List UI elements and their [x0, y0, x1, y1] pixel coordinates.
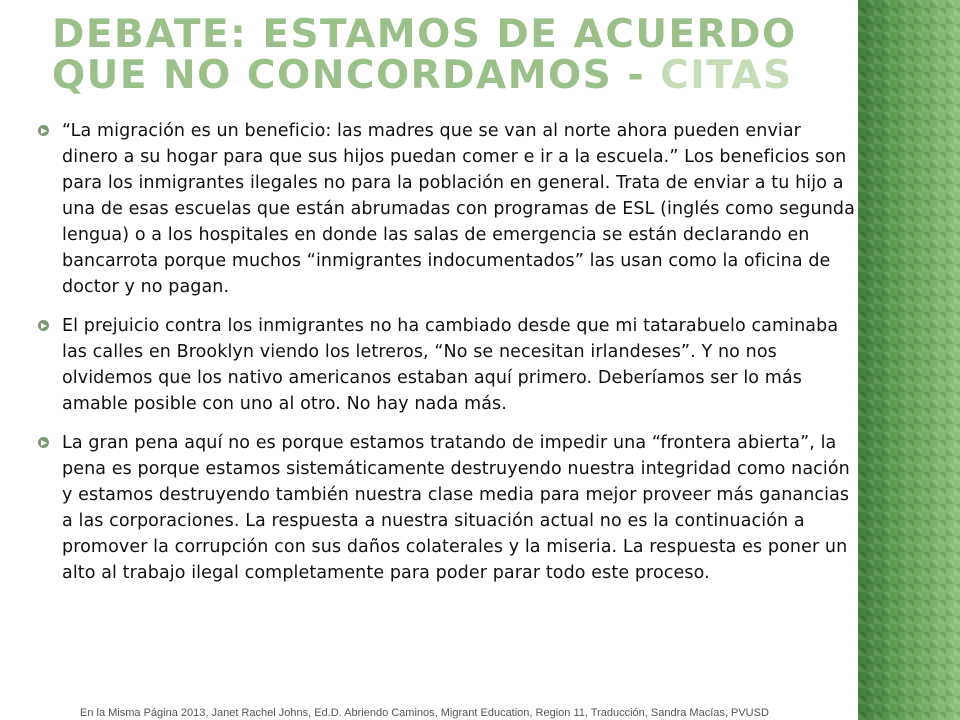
title-main: DEBATE: ESTAMOS DE ACUERDO QUE NO CONCORDAMOS -: [52, 12, 797, 98]
arrow-circle-bullet-icon: [38, 437, 49, 448]
footer-credits: En la Misma Página 2013, Janet Rachel Johns, Ed.D. Abriendo Caminos, Migrant Education, Region 11, Traducción, Sandra Macías, PVUSD: [80, 707, 769, 719]
decorative-side-band: [858, 0, 960, 720]
bullet-list: [38, 118, 858, 599]
title-accent: CITAS: [660, 53, 793, 98]
arrow-circle-bullet-icon: [38, 320, 49, 331]
bullet-text: La gran pena aquí no es porque estamos tratando de impedir una “frontera abierta”, la pena es porque estamos sistemáticamente destruyendo nuestra integridad como nación y estamos destruyendo también nuestra clase media para mejor proveer más ganancias a las corporaciones. La respuesta a nuestra situación actual no es la continuación a promover la corrupción con sus daños colaterales y la miseria. La respuesta es poner un alto al trabajo ilegal completamente para poder parar todo este proceso.: [62, 433, 850, 583]
bullet-item: [38, 430, 858, 586]
bullet-text: “La migración es un beneficio: las madres que se van al norte ahora pueden enviar dinero a su hogar para que sus hijos puedan comer e ir a la escuela.” Los beneficios son para los inmigrantes ilegales no para la población en general. Trata de enviar a tu hijo a una de esas escuelas que están abrumadas con programas de ESL (inglés como segunda lengua) o a los hospitales en donde las salas de emergencia se están declarando en bancarrota porque muchos “inmigrantes indocumentados” las usan como la oficina de doctor y no pagan.: [62, 121, 855, 297]
bullet-text: El prejuicio contra los inmigrantes no ha cambiado desde que mi tatarabuelo caminaba las calles en Brooklyn viendo los letreros, “No se necesitan irlandeses”. Y no nos olvidemos que los nativo americanos estaban aquí primero. Deberíamos ser lo más amable posible con uno al otro. No hay nada más.: [62, 316, 839, 414]
slide-title: [52, 14, 852, 96]
bullet-item: [38, 118, 858, 300]
arrow-circle-bullet-icon: [38, 125, 49, 136]
bullet-item: [38, 313, 858, 417]
